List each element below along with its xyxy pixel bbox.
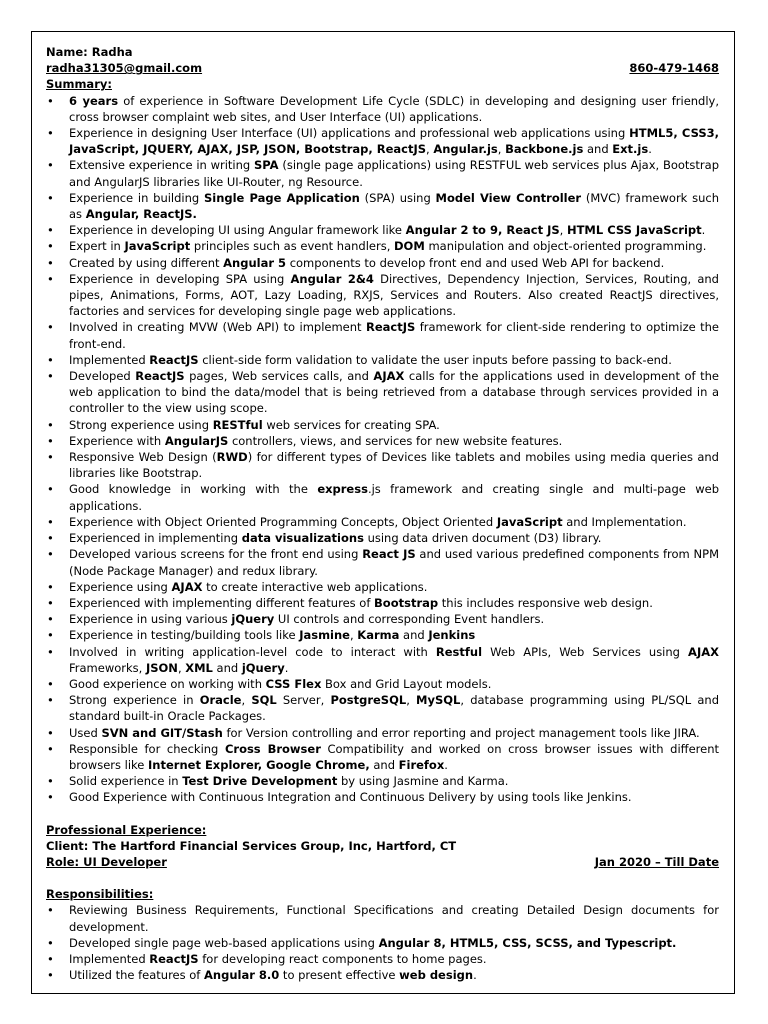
text-segment: Solid experience in (69, 774, 183, 789)
text-segment: Web APIs, Web Services using (482, 644, 689, 659)
text-segment: by using Jasmine and Karma. (337, 774, 509, 789)
text-segment: and Implementation. (562, 514, 687, 529)
text-segment: Expert in (69, 239, 125, 254)
responsibilities-list (46, 902, 719, 983)
text-segment: Experienced in implementing (69, 531, 242, 546)
bold-text: Ext.js (612, 142, 649, 157)
section-spacer (46, 806, 719, 822)
text-segment: Implemented (69, 951, 150, 966)
bold-text: Angular 2 to 9, React JS (405, 223, 560, 238)
text-segment: Developed (69, 369, 136, 384)
summary-item (46, 595, 719, 611)
bold-text: RESTful (212, 417, 263, 432)
bold-text: React JS (362, 547, 416, 562)
bold-text: Single Page Application (203, 190, 360, 205)
text-segment: Experienced with implementing different features of (69, 595, 375, 610)
bold-text: ReactJS (135, 369, 185, 384)
summary-item (46, 627, 719, 643)
text-segment: to present effective (279, 968, 400, 983)
bold-text: Angular, ReactJS. (85, 207, 197, 222)
text-segment: Involved in creating MVW (Web API) to implement (69, 320, 366, 335)
text-segment: and used various predefined components from NPM (Node Package Manager) and redux library. (69, 547, 719, 578)
candidate-name: Name: Radha (46, 45, 133, 59)
text-segment: Compatibility and worked on cross browser issues with different browsers like (69, 741, 720, 772)
text-segment: components to develop front end and used Web API for backend. (286, 255, 665, 270)
text-segment: client-side form validation to validate the user inputs before passing to back-end. (198, 352, 672, 367)
text-segment: Reviewing Business Requirements, Functional Specifications and creating Detailed Design documents for development. (69, 903, 719, 934)
text-segment: , (241, 693, 252, 708)
text-segment: . (473, 968, 477, 983)
responsibility-item (46, 951, 719, 967)
text-segment: Experience in developing UI using Angular framework like (69, 223, 406, 238)
summary-item (46, 611, 719, 627)
text-segment: Good knowledge in working with the (69, 482, 318, 497)
bold-text: RWD (216, 450, 248, 465)
bold-text: PostgreSQL (330, 693, 407, 708)
bold-text: XML (185, 660, 213, 675)
bold-text: web design (399, 968, 474, 983)
text-segment: Responsive Web Design ( (69, 450, 217, 465)
bold-text: SPA (254, 158, 279, 173)
text-segment: . (444, 757, 448, 772)
text-segment: ) for different types of Devices like tablets and mobiles using media queries and libraries like Bootstrap. (69, 450, 719, 481)
bold-text: 6 years (69, 93, 119, 108)
text-segment: Extensive experience in writing (69, 158, 254, 173)
bold-text: Angular 8.0 (204, 968, 280, 983)
text-segment: (single page applications) using RESTFUL web services plus Ajax, Bootstrap and AngularJS libraries like UI-Router, ng Resource. (69, 158, 719, 189)
responsibility-item (46, 935, 719, 951)
text-segment: , (406, 693, 417, 708)
text-segment: Implemented (69, 352, 150, 367)
bold-text: AJAX (688, 644, 719, 659)
section-spacer (46, 870, 719, 886)
bold-text: SQL (251, 693, 277, 708)
text-segment: Used (69, 725, 102, 740)
text-segment: Developed various screens for the front end using (69, 547, 363, 562)
bold-text: Firefox (398, 757, 445, 772)
text-segment: manipulation and object-oriented programming. (424, 239, 707, 254)
summary-item (46, 93, 719, 125)
text-segment: web services for creating SPA. (262, 417, 440, 432)
phone-number: 860-479-1468 (629, 61, 719, 76)
text-segment: Experience using (69, 579, 172, 594)
text-segment: and (369, 757, 399, 772)
text-segment: principles such as event handlers, (190, 239, 395, 254)
text-segment: . (701, 223, 706, 238)
text-segment: controllers, views, and services for new website features. (228, 433, 563, 448)
bold-text: Test Drive Development (182, 774, 338, 789)
text-segment: Server, (276, 693, 331, 708)
text-segment: for Version controlling and error reporting and project management tools like JIRA. (222, 725, 700, 740)
text-segment: Experience with Object Oriented Programming Concepts, Object Oriented (69, 514, 497, 529)
summary-item (46, 546, 719, 578)
bold-text: Karma (357, 628, 400, 643)
bold-text: JSON (145, 660, 178, 675)
summary-item (46, 773, 719, 789)
bold-text: ReactJS (365, 320, 416, 335)
text-segment: and (212, 660, 242, 675)
summary-item (46, 255, 719, 271)
text-segment: Frameworks, (69, 660, 146, 675)
bold-text: Jasmine (299, 628, 350, 643)
resume-document (46, 44, 719, 983)
text-segment: to create interactive web applications. (202, 579, 428, 594)
text-segment: Good Experience with Continuous Integration and Continuous Delivery by using tools like Jenkins. (69, 790, 632, 805)
text-segment: Strong experience using (69, 417, 213, 432)
text-segment: Directives, Dependency Injection, Services, Routing, and pipes, Animations, Forms, AOT, Lazy Loading, RXJS, Services and Routers. Also created ReactJS directives, factories and services for developing single page web applications. (69, 271, 719, 319)
text-segment: , (497, 142, 506, 157)
text-segment: pages, Web services calls, and (184, 369, 374, 384)
summary-item (46, 125, 719, 157)
summary-item (46, 417, 719, 433)
bold-text: AngularJS (164, 433, 229, 448)
bold-text: Angular 5 (223, 255, 287, 270)
text-segment: framework for client-side rendering to optimize the front-end. (69, 320, 719, 351)
role-line (46, 854, 719, 870)
text-segment: Developed single page web-based applications using (69, 935, 379, 950)
text-segment: Experience in testing/building tools like (69, 628, 300, 643)
text-segment: Created by using different (69, 255, 224, 270)
summary-item (46, 789, 719, 805)
bold-text: AJAX (171, 579, 203, 594)
summary-item (46, 190, 719, 222)
bold-text: JavaScript (124, 239, 191, 254)
text-segment: and (399, 628, 429, 643)
text-segment: UI controls and corresponding Event handlers. (274, 612, 545, 627)
experience-heading: Professional Experience: (46, 822, 207, 837)
text-segment: . (284, 660, 289, 675)
summary-item (46, 368, 719, 417)
bold-text: Jenkins (428, 628, 476, 643)
text-segment: using data driven document (D3) library. (363, 531, 602, 546)
bold-text: Backbone.js (505, 142, 584, 157)
bold-text: SVN and GIT/Stash (101, 725, 223, 740)
text-segment: of experience in Software Development Life Cycle (SDLC) in developing and designing user friendly, cross browser complaint web sites, and User Interface (UI) applications. (69, 93, 720, 124)
bold-text: ReactJS (149, 352, 199, 367)
text-segment: for developing react components to home pages. (198, 951, 487, 966)
text-segment: Experience in developing SPA using (69, 271, 291, 286)
bold-text: Oracle (199, 693, 242, 708)
summary-item (46, 352, 719, 368)
text-segment: Experience with (69, 433, 165, 448)
text-segment: Involved in writing application-level code to interact with (69, 644, 436, 659)
text-segment: , (559, 223, 567, 238)
summary-list (46, 93, 719, 806)
text-segment: Experience in designing User Interface (UI) applications and professional web applications using (69, 126, 630, 141)
text-segment: Experience in building (69, 190, 204, 205)
summary-item (46, 514, 719, 530)
bold-text: Model View Controller (435, 190, 582, 205)
text-segment: Utilized the features of (69, 968, 205, 983)
summary-item (46, 238, 719, 254)
text-segment: (MVC) framework such as (69, 190, 719, 222)
text-segment: , (426, 142, 434, 157)
bold-text: CSS Flex (265, 676, 322, 691)
summary-item (46, 692, 719, 724)
summary-heading: Summary: (46, 77, 112, 92)
text-segment: and (583, 142, 613, 157)
summary-item (46, 530, 719, 546)
bold-text: Internet Explorer, Google Chrome, (148, 757, 370, 772)
contact-line (46, 60, 719, 76)
text-segment: Box and Grid Layout models. (321, 676, 492, 691)
summary-item (46, 157, 719, 189)
bold-text: express (317, 482, 368, 497)
bold-text: ReactJS (149, 951, 199, 966)
text-segment: . (648, 142, 652, 157)
text-segment: (SPA) using (359, 190, 436, 205)
summary-item (46, 579, 719, 595)
bold-text: HTML5, CSS3, JavaScript, JQUERY, AJAX, JSP, JSON, Bootstrap, ReactJS (69, 126, 719, 157)
text-segment: , (349, 628, 358, 643)
text-segment: calls for the applications used in development of the web application to bind the data/model that is being retrieved from a database through services provided in a controller to the view using scope. (69, 369, 719, 416)
summary-item (46, 644, 719, 676)
summary-item (46, 725, 719, 741)
summary-item (46, 481, 719, 513)
text-segment: , (177, 660, 186, 675)
text-segment: Responsible for checking (69, 741, 225, 756)
email-link[interactable]: radha31305@gmail.com (46, 61, 203, 76)
bold-text: Angular 2&4 (290, 271, 374, 286)
bold-text: Angular 8, HTML5, CSS, SCSS, and Typescript. (378, 935, 677, 950)
summary-item (46, 741, 719, 773)
bold-text: jQuery (241, 660, 285, 675)
text-segment: this includes responsive web design. (438, 595, 653, 610)
text-segment: .js framework and creating single and multi-page web applications. (69, 482, 719, 513)
bold-text: data visualizations (241, 531, 364, 546)
bold-text: Cross Browser (224, 741, 321, 756)
role-title: Role: UI Developer (46, 854, 167, 869)
bold-text: MySQL (416, 693, 461, 708)
bold-text: HTML CSS JavaScript (566, 223, 702, 238)
bold-text: AJAX (373, 369, 405, 384)
text-segment: , database programming using PL/SQL and standard built-in Oracle Packages. (69, 693, 720, 724)
client-line: Client: The Hartford Financial Services Group, Inc, Hartford, CT (46, 838, 457, 853)
summary-item (46, 676, 719, 692)
summary-item (46, 271, 719, 320)
text-segment: Strong experience in (69, 693, 200, 708)
responsibility-item (46, 967, 719, 983)
text-segment: Experience in using various (69, 612, 232, 627)
bold-text: Restful (435, 644, 483, 659)
summary-item (46, 222, 719, 238)
bold-text: jQuery (231, 612, 275, 627)
text-segment: Good experience on working with (69, 676, 266, 691)
role-dates: Jan 2020 – Till Date (594, 854, 719, 869)
bold-text: Angular.js (433, 142, 498, 157)
responsibilities-heading: Responsibilities: (46, 887, 154, 902)
responsibility-item (46, 902, 719, 934)
summary-item (46, 449, 719, 481)
bold-text: Bootstrap (374, 595, 439, 610)
bold-text: DOM (394, 239, 425, 254)
summary-item (46, 433, 719, 449)
bold-text: JavaScript (496, 514, 563, 529)
summary-item (46, 319, 719, 351)
